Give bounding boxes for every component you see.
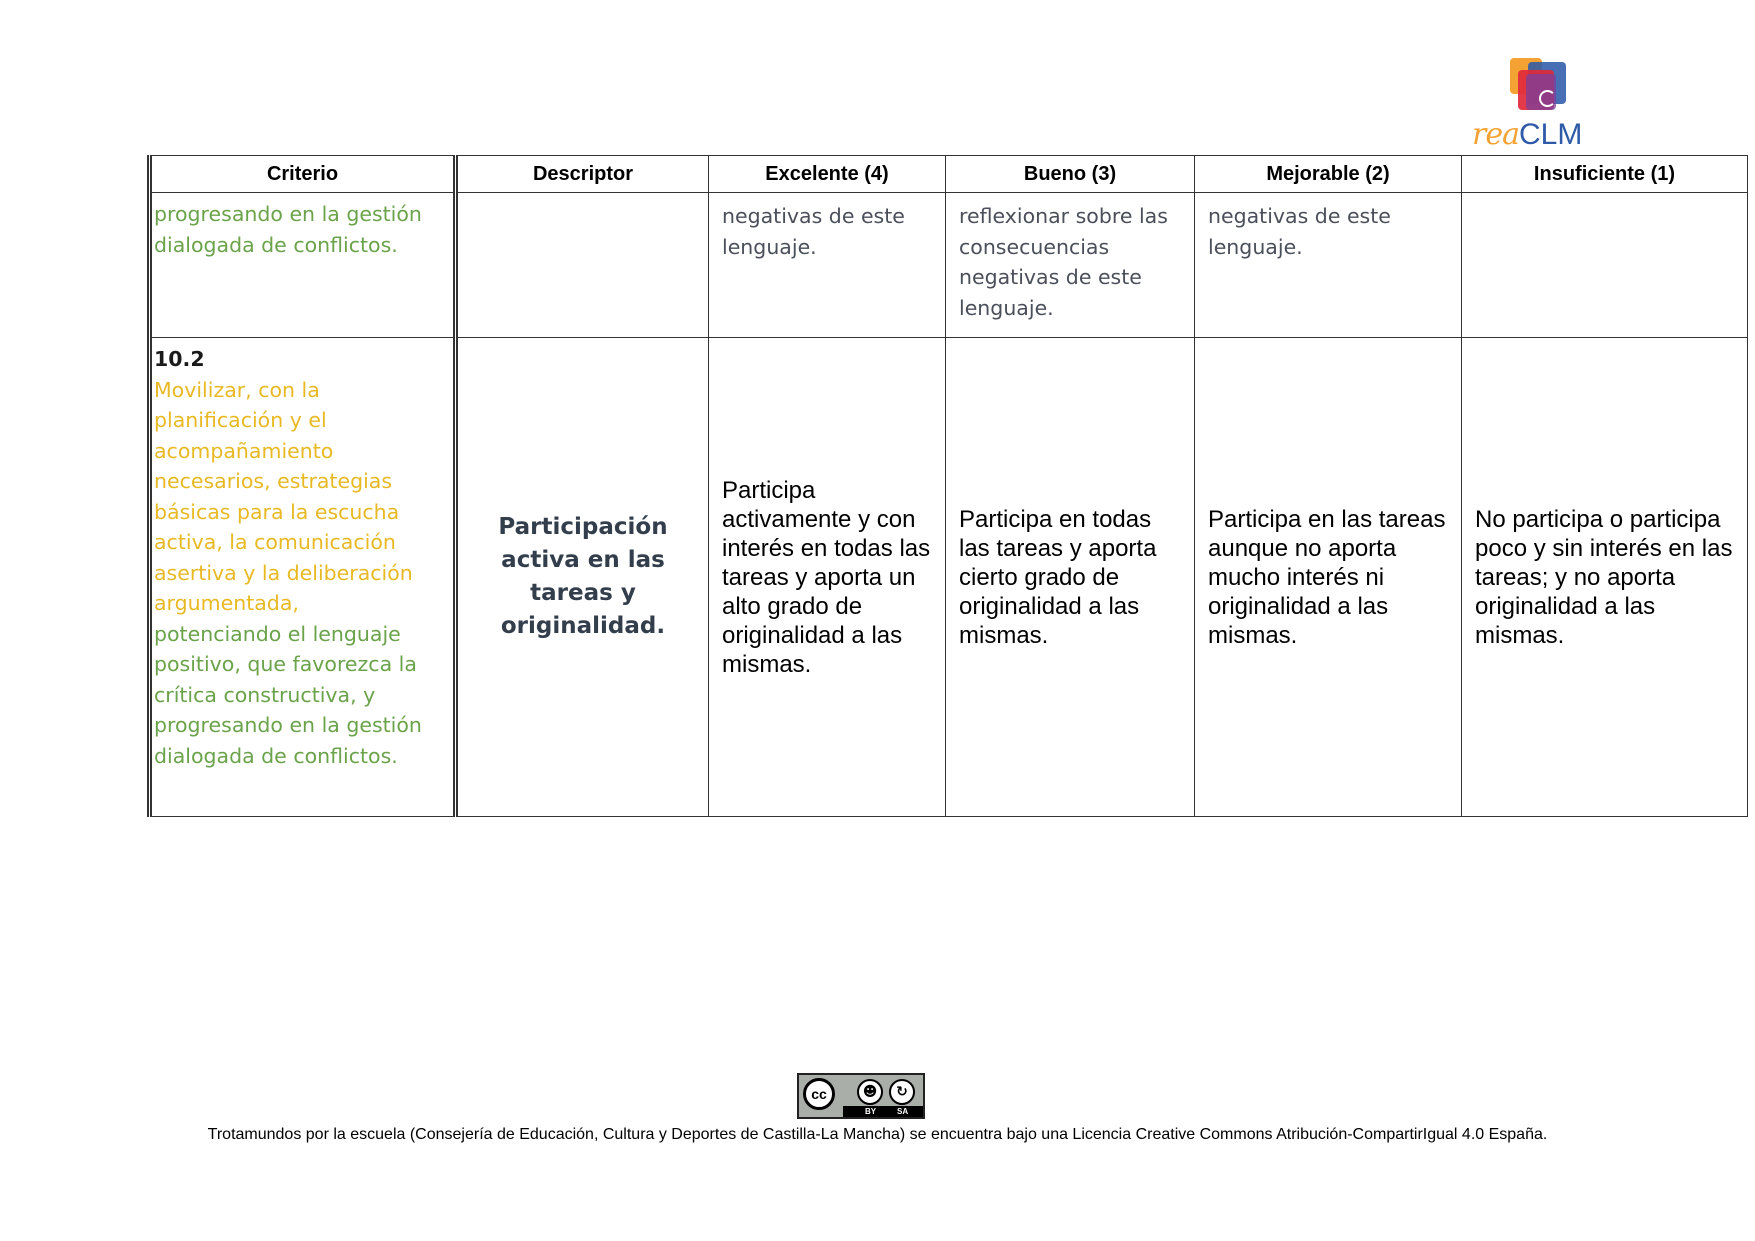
- cell-excelente: negativas de este lenguaje.: [709, 193, 946, 338]
- cc-icon: cc: [803, 1078, 835, 1110]
- table-row: [150, 193, 1748, 338]
- reaclm-logo: [1468, 56, 1602, 156]
- cc-license-badge[interactable]: [797, 1073, 925, 1119]
- header-mejorable: Mejorable (2): [1195, 156, 1462, 193]
- share-alike-icon: ↻: [889, 1079, 915, 1105]
- table-header-row: [150, 156, 1748, 193]
- cell-insuficiente: [1462, 193, 1748, 338]
- cell-descriptor: Participación activa en las tareas y originalidad.: [456, 338, 709, 817]
- header-criterio: Criterio: [150, 156, 456, 193]
- attribution-icon: ☻: [857, 1079, 883, 1105]
- header-excelente: Excelente (4): [709, 156, 946, 193]
- cell-descriptor: [456, 193, 709, 338]
- table-row: [150, 338, 1748, 817]
- header-bueno: Bueno (3): [946, 156, 1195, 193]
- header-insuficiente: Insuficiente (1): [1462, 156, 1748, 193]
- sa-label: SA: [897, 1107, 909, 1116]
- cell-bueno: Participa en todas las tareas y aporta cierto grado de originalidad a las mismas.: [946, 338, 1195, 817]
- criterio-number: 10.2: [154, 347, 205, 371]
- criterio-text-yellow: Movilizar, con la planificación y el acompañamiento necesarios, estrategias básicas para la escucha activa, la comunicación asertiva y la deliberación argumentada,: [154, 377, 413, 615]
- cell-criterio: [150, 338, 456, 817]
- cell-excelente: Participa activamente y con interés en todas las tareas y aporta un alto grado de originalidad a las mismas.: [709, 338, 946, 817]
- cell-bueno: reflexionar sobre las consecuencias negativas de este lenguaje.: [946, 193, 1195, 338]
- cell-criterio: progresando en la gestión dialogada de conflictos.: [150, 193, 456, 338]
- cell-mejorable: Participa en las tareas aunque no aporta mucho interés ni originalidad a las mismas.: [1195, 338, 1462, 817]
- license-text: Trotamundos por la escuela (Consejería de Educación, Cultura y Deportes de Castilla-La Mancha) se encuentra bajo una Licencia Creative Commons Atribución-CompartirIgual 4.0 España.: [207, 1126, 1548, 1143]
- logo-wordmark-rea: rea: [1472, 117, 1519, 152]
- header-descriptor: Descriptor: [456, 156, 709, 193]
- by-label: BY: [865, 1107, 877, 1116]
- criterio-text-green: potenciando el lenguaje positivo, que favorezca la crítica constructiva, y progresando en la gestión dialogada de conflictos.: [154, 621, 422, 768]
- cell-insuficiente: No participa o participa poco y sin interés en las tareas; y no aporta originalidad a las mismas.: [1462, 338, 1748, 817]
- rubric-table: [147, 155, 1748, 817]
- license-badge-bar: [843, 1106, 923, 1117]
- logo-swirl-icon: [1539, 90, 1556, 107]
- logo-wordmark-clm: CLM: [1518, 118, 1583, 151]
- cell-mejorable: negativas de este lenguaje.: [1195, 193, 1462, 338]
- logo-wordmark: [1472, 117, 1583, 152]
